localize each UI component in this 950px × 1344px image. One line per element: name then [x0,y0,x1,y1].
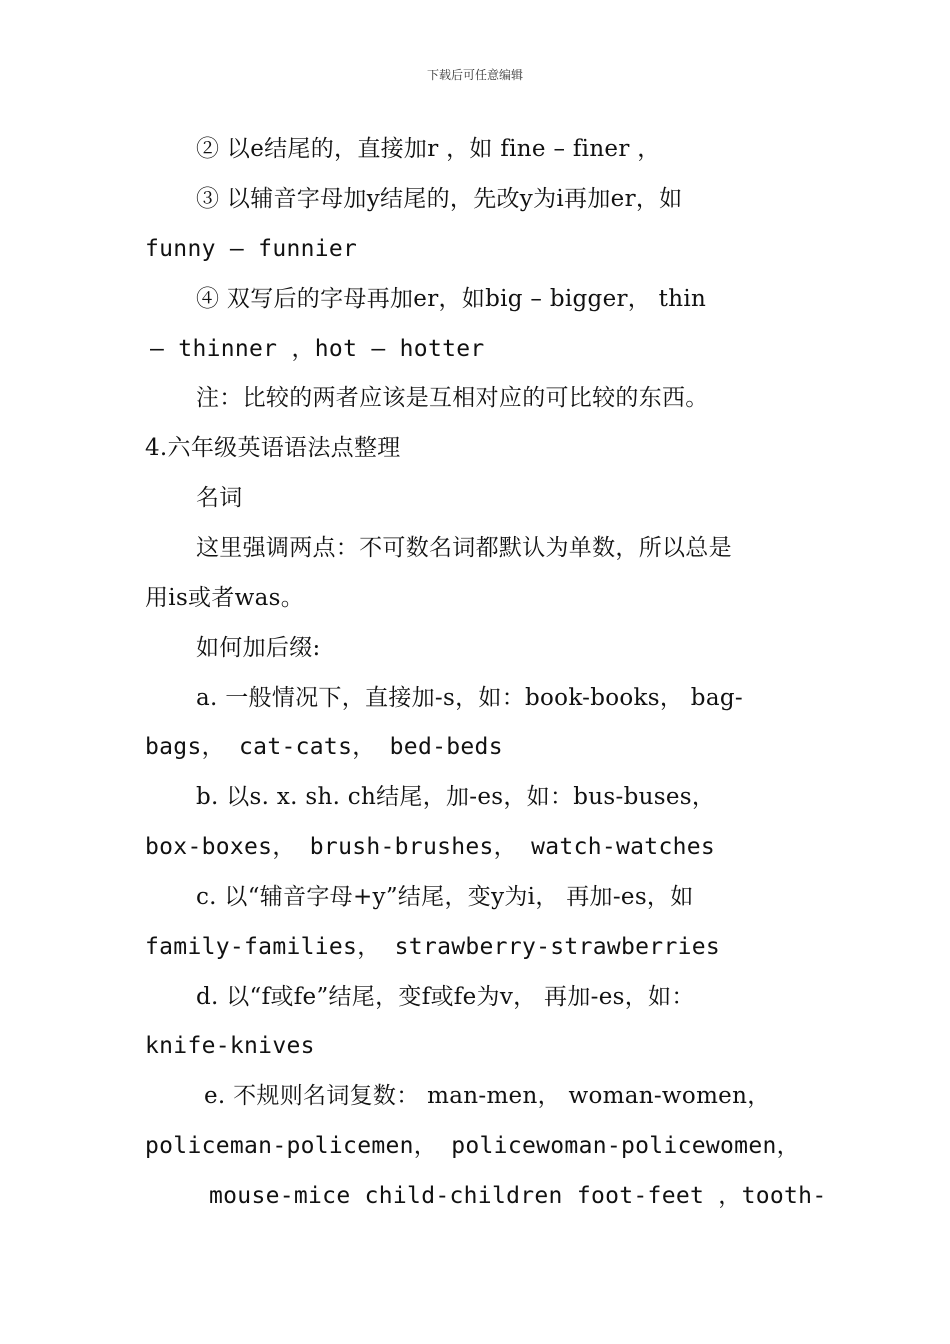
text-line: – thinner ，hot – hotter [150,336,485,362]
text-line: bags， cat-cats， bed-beds [145,734,503,760]
text-line: c. 以“辅音字母+y”结尾，变y为i， 再加-es，如 [196,884,694,910]
text-line: ③ 以辅音字母加y结尾的，先改y为i再加er，如 [196,186,683,212]
text-line: box-boxes， brush-brushes， watch-watches [145,834,716,860]
text-line: e. 不规则名词复数： man-men， woman-women， [204,1083,771,1109]
text-line: 这里强调两点：不可数名词都默认为单数，所以总是 [196,535,732,561]
text-line: 如何加后缀: [196,635,321,661]
text-line: funny – funnier [145,236,358,262]
text-line: b. 以s. x. sh. ch结尾，加-es，如：bus-buses， [196,784,716,810]
text-line: 用is或者was。 [145,585,305,611]
text-line: a. 一般情况下，直接加-s，如：book-books， bag- [196,685,743,711]
subsection-heading: 名词 [196,485,243,511]
section-heading: 4.六年级英语语法点整理 [145,435,401,461]
text-line: ② 以e结尾的，直接加r ，如 fine – finer ， [196,136,661,162]
text-line: ④ 双写后的字母再加er，如big – bigger， thin [196,286,707,312]
text-line: knife-knives [145,1033,315,1059]
text-line: mouse-mice child-children foot-feet ，tooth- [209,1183,827,1209]
text-line: policeman-policemen， policewoman-policewomen， [145,1133,800,1159]
text-line: 注：比较的两者应该是互相对应的可比较的东西。 [196,385,709,411]
page-header: 下载后可任意编辑 [426,68,523,82]
text-line: d. 以“f或fe”结尾，变f或fe为v， 再加-es，如： [196,984,695,1010]
text-line: family-families， strawberry-strawberries [145,934,721,960]
